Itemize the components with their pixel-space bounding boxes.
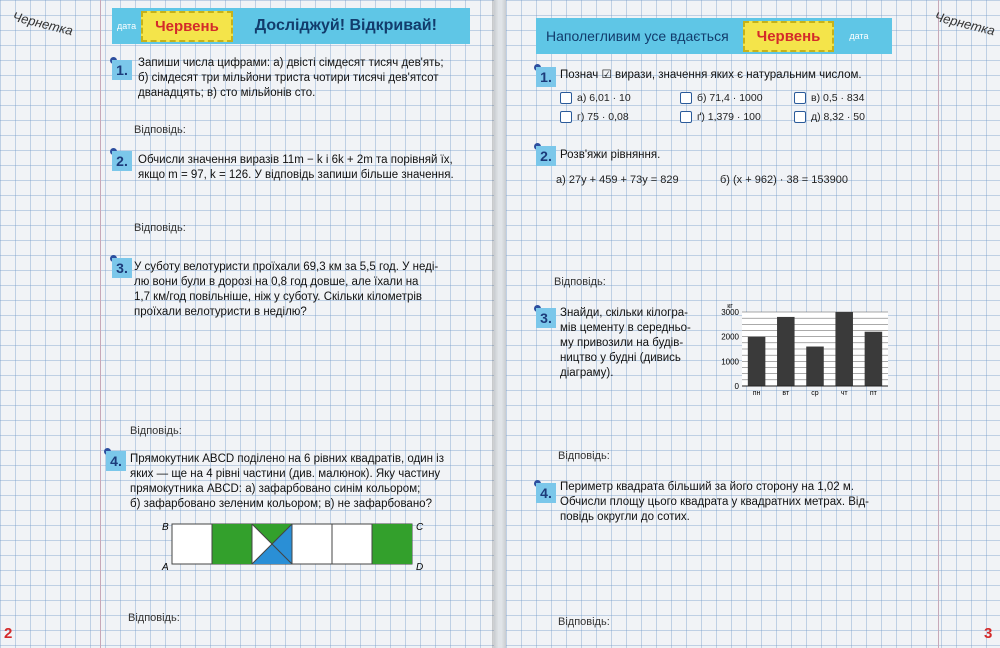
equation-a: а) 27y + 459 + 73y = 829 — [556, 174, 679, 186]
draft-label: Чернетка — [11, 8, 75, 39]
task-line: 1,7 км/год повільніше, ніж у суботу. Скільки кілометрів — [134, 291, 423, 303]
task-number: 3. — [112, 258, 132, 278]
margin-line — [100, 0, 101, 648]
answer-label: Відповідь: — [134, 124, 186, 136]
equation-b: б) (x + 962) · 38 = 153900 — [720, 174, 848, 186]
date-label: дата — [117, 21, 137, 31]
chart-bar — [806, 347, 824, 386]
option-d[interactable] — [794, 111, 865, 123]
right-header — [536, 18, 892, 54]
task-2-text: Розв'яжи рівняння. — [560, 149, 661, 161]
task-number: 2. — [536, 146, 556, 166]
task-line: діаграму). — [560, 367, 614, 379]
x-tick-label: ср — [811, 390, 819, 397]
chart-bar — [777, 317, 795, 386]
option-b[interactable] — [680, 92, 763, 104]
bar-chart-svg — [712, 300, 888, 400]
answer-label: Відповідь: — [554, 276, 606, 288]
month-badge: Червень — [743, 21, 835, 52]
task-line: якщо m = 97, k = 126. У відповідь запиши більше значення. — [138, 169, 454, 181]
x-tick-label: пн — [752, 390, 761, 397]
vertex-label-c: C — [416, 522, 424, 533]
task-line: проїхали велотуристи в неділю? — [134, 306, 307, 318]
header-slogan: Досліджуй! Відкривай! — [254, 17, 437, 34]
y-tick-label: 2000 — [721, 332, 739, 342]
vertex-label-b: B — [162, 522, 169, 533]
option-label: а) 6,01 · 10 — [577, 92, 631, 104]
task-line: ництво у будні (дивись — [560, 352, 681, 364]
task-4-text — [560, 480, 905, 525]
chart-bar — [835, 312, 853, 386]
checkbox[interactable] — [560, 111, 572, 123]
task-1-text — [138, 56, 473, 101]
task-2-text — [138, 153, 483, 183]
y-tick-label: 0 — [734, 382, 739, 391]
page-number: 2 — [4, 625, 13, 642]
margin-line — [938, 0, 939, 648]
vertex-label-d: D — [416, 562, 424, 573]
chart-bar — [865, 332, 883, 386]
month-badge: Червень — [141, 11, 233, 42]
task-line: У суботу велотуристи проїхали 69,3 км за 5,5 год. У неді- — [134, 261, 439, 273]
task-1-text: Познач ☑ вирази, значення яких є натуральним числом. — [560, 69, 862, 81]
task-line: прямокутника ABCD: а) зафарбовано синім кольором; — [130, 483, 421, 495]
task-line: му привозили на будів- — [560, 337, 684, 349]
task-line: Обчисли значення виразів 11m − k і 6k + 2m та порівняй їх, — [138, 154, 453, 166]
date-label: дата — [849, 31, 869, 41]
right-page — [506, 0, 1000, 648]
task-line: мів цементу в середньо- — [560, 322, 691, 334]
task-number: 1. — [536, 67, 556, 87]
task-line: Запиши числа цифрами: а) двісті сімдесят тисяч дев'ять; — [138, 57, 444, 69]
task-3-text — [560, 306, 710, 381]
task-line: дванадцять; в) сто мільйонів сто. — [138, 87, 316, 99]
task-number: 2. — [112, 151, 132, 171]
checkbox[interactable] — [794, 111, 806, 123]
task-line: Периметр квадрата більший за його сторону на 1,02 м. — [560, 481, 854, 493]
rectangle-abcd-diagram — [160, 516, 440, 574]
option-g[interactable] — [680, 111, 761, 123]
task-line: б) зафарбовано зеленим кольором; в) не зафарбовано? — [130, 498, 432, 510]
option-a[interactable] — [560, 92, 631, 104]
task-line: лю вони були в дорозі на 0,8 год довше, але їхали на — [134, 276, 419, 288]
checkbox[interactable] — [560, 92, 572, 104]
answer-label: Відповідь: — [558, 616, 610, 628]
left-header — [112, 8, 470, 44]
task-line: б) сімдесят три мільйони триста чотири тисячі дев'ятсот — [138, 72, 439, 84]
task-line: Прямокутник ABCD поділено на 6 рівних квадратів, один із — [130, 453, 445, 465]
y-axis-label: кг — [727, 303, 733, 310]
y-tick-label: 3000 — [721, 308, 739, 317]
option-label: в) 0,5 · 834 — [811, 92, 865, 104]
option-v[interactable] — [794, 92, 864, 104]
checkbox[interactable] — [680, 92, 692, 104]
task-3-text — [134, 260, 479, 320]
answer-label: Відповідь: — [558, 450, 610, 462]
task-line: Знайди, скільки кілогра- — [560, 307, 688, 319]
header-slogan: Наполегливим усе вдається — [546, 28, 729, 44]
chart-bar — [748, 337, 766, 386]
green-square — [372, 524, 412, 564]
task-number: 4. — [536, 483, 556, 503]
task-line: Обчисли площу цього квадрата у квадратних метрах. Від- — [560, 496, 870, 508]
option-label: б) 71,4 · 1000 — [697, 92, 763, 104]
y-tick-label: 1000 — [721, 357, 739, 367]
checkbox[interactable] — [680, 111, 692, 123]
answer-label: Відповідь: — [128, 612, 180, 624]
task-number: 4. — [106, 451, 126, 471]
answer-label: Відповідь: — [134, 222, 186, 234]
task-number: 1. — [112, 60, 132, 80]
x-tick-label: пт — [869, 390, 877, 397]
option-label: д) 8,32 · 50 — [811, 111, 865, 123]
bar-chart — [712, 300, 888, 400]
task-number: 3. — [536, 308, 556, 328]
options-grid — [560, 92, 890, 132]
x-tick-label: вт — [782, 390, 790, 397]
page-number: 3 — [984, 625, 993, 642]
left-page — [0, 0, 494, 648]
task-line: повідь округли до сотих. — [560, 511, 690, 523]
answer-label: Відповідь: — [130, 425, 182, 437]
checkbox[interactable] — [794, 92, 806, 104]
draft-label: Чернетка — [933, 8, 997, 39]
option-h[interactable] — [560, 111, 629, 123]
task-4-text — [130, 452, 475, 512]
x-tick-label: чт — [840, 390, 848, 397]
option-label: г) 75 · 0,08 — [577, 111, 629, 123]
option-label: ґ) 1,379 · 100 — [697, 111, 761, 123]
green-square — [212, 524, 252, 564]
vertex-label-a: A — [162, 562, 169, 573]
task-line: яких — ще на 4 рівні частини (див. малюнок). Яку частину — [130, 468, 441, 480]
